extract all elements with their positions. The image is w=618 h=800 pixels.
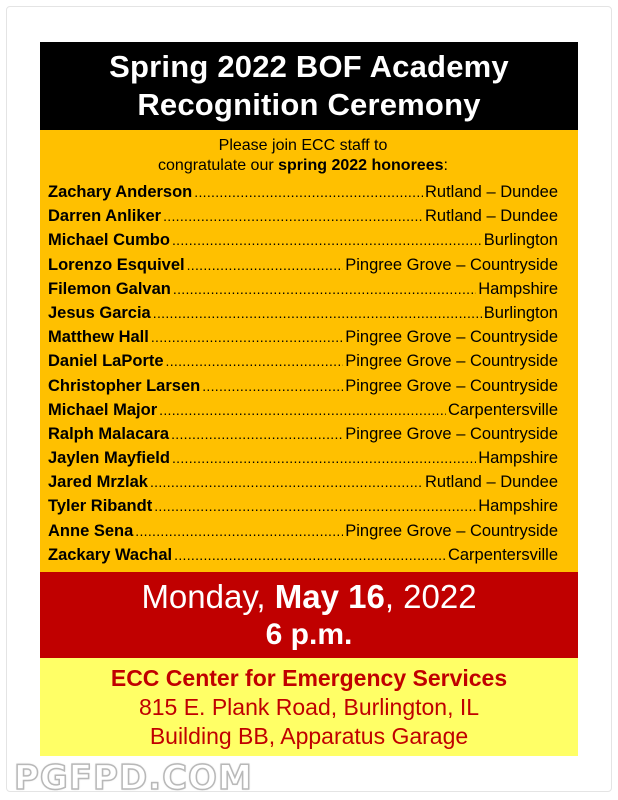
honoree-location: Hampshire <box>478 497 558 516</box>
watermark: PGFPD.COM <box>14 758 253 798</box>
honoree-name: Zachary Anderson <box>48 183 193 201</box>
dot-leader <box>172 232 482 248</box>
event-date-bold: May 16 <box>274 578 385 615</box>
honoree-location: Carpentersville <box>447 400 558 419</box>
honoree-location: Hampshire <box>478 279 558 298</box>
honoree-row <box>48 522 558 546</box>
intro-line-2 <box>48 156 558 176</box>
dot-leader <box>172 450 476 466</box>
honoree-row <box>48 401 558 425</box>
dot-leader <box>194 184 423 200</box>
honoree-location: Pingree Grove – Countryside <box>345 352 558 371</box>
honoree-name: Tyler Ribandt <box>48 497 153 516</box>
honoree-name: Darren Anliker <box>48 207 162 226</box>
venue-building: Building BB, Apparatus Garage <box>149 722 469 749</box>
honoree-location: Burlington <box>483 231 558 250</box>
honoree-location: Pingree Grove – Countryside <box>345 424 558 443</box>
honoree-name: Lorenzo Esquivel <box>48 255 185 274</box>
honoree-name: Jesus Garcia <box>48 303 151 322</box>
honoree-name: Michael Major <box>48 400 158 419</box>
honoree-list <box>48 183 558 570</box>
honoree-location: Rutland – Dundee <box>424 207 558 226</box>
honoree-row <box>48 473 558 497</box>
intro-line-1: Please join ECC staff to <box>218 137 388 154</box>
honoree-row <box>48 256 558 280</box>
honoree-location: Carpentersville <box>447 545 558 564</box>
title-banner <box>40 42 578 130</box>
dot-leader <box>166 353 344 369</box>
dot-leader <box>154 498 476 514</box>
honoree-row <box>48 449 558 473</box>
honoree-location: Pingree Grove – Countryside <box>345 255 558 274</box>
intro-line-2-prefix: congratulate our <box>158 157 279 174</box>
dot-leader <box>135 523 343 539</box>
date-banner <box>40 572 578 658</box>
intro-line-2-suffix: : <box>443 157 448 174</box>
dot-leader <box>202 378 343 394</box>
venue-banner <box>40 658 578 756</box>
honoree-location: Pingree Grove – Countryside <box>345 521 558 540</box>
honoree-name: Christopher Larsen <box>48 376 201 395</box>
honoree-row <box>48 546 558 570</box>
dot-leader <box>153 305 482 321</box>
honoree-row <box>48 280 558 304</box>
honoree-name: Jaylen Mayfield <box>48 449 170 468</box>
honoree-name: Michael Cumbo <box>48 231 170 250</box>
honoree-location: Rutland – Dundee <box>424 183 558 201</box>
venue-address: 815 E. Plank Road, Burlington, IL <box>138 693 480 720</box>
dot-leader <box>159 402 446 418</box>
dot-leader <box>163 208 423 224</box>
intro-text <box>48 136 558 176</box>
honoree-location: Rutland – Dundee <box>424 473 558 492</box>
honorees-section <box>40 130 578 572</box>
honoree-location: Pingree Grove – Countryside <box>345 376 558 395</box>
honoree-row <box>48 425 558 449</box>
dot-leader <box>173 281 476 297</box>
honoree-name: Daniel LaPorte <box>48 352 164 371</box>
honoree-row <box>48 183 558 207</box>
intro-line-2-bold: spring 2022 honorees <box>278 157 444 174</box>
honoree-row <box>48 377 558 401</box>
dot-leader <box>187 257 344 273</box>
event-weekday: Monday, <box>141 578 275 615</box>
title-line-2: Recognition Ceremony <box>137 87 481 122</box>
honoree-row <box>48 352 558 376</box>
honoree-location: Burlington <box>483 303 558 322</box>
event-year: , 2022 <box>384 578 477 615</box>
honoree-row <box>48 207 558 231</box>
dot-leader <box>150 474 423 490</box>
honoree-location: Hampshire <box>478 449 558 468</box>
honoree-name: Anne Sena <box>48 521 134 540</box>
honoree-name: Matthew Hall <box>48 328 149 347</box>
honoree-row <box>48 304 558 328</box>
honoree-name: Ralph Malacara <box>48 424 170 443</box>
event-time: 6 p.m. <box>265 618 353 651</box>
honoree-name: Zackary Wachal <box>48 545 173 564</box>
venue-name: ECC Center for Emergency Services <box>110 664 508 691</box>
honoree-row <box>48 328 558 352</box>
event-date <box>141 577 476 617</box>
honoree-row <box>48 231 558 255</box>
honoree-name: Filemon Galvan <box>48 279 171 298</box>
flyer <box>40 42 578 756</box>
honoree-row <box>48 497 558 521</box>
dot-leader <box>171 426 343 442</box>
title-line-1: Spring 2022 BOF Academy <box>109 49 509 84</box>
honoree-location: Pingree Grove – Countryside <box>345 328 558 347</box>
dot-leader <box>151 329 343 345</box>
dot-leader <box>174 547 446 563</box>
honoree-name: Jared Mrzlak <box>48 473 148 492</box>
